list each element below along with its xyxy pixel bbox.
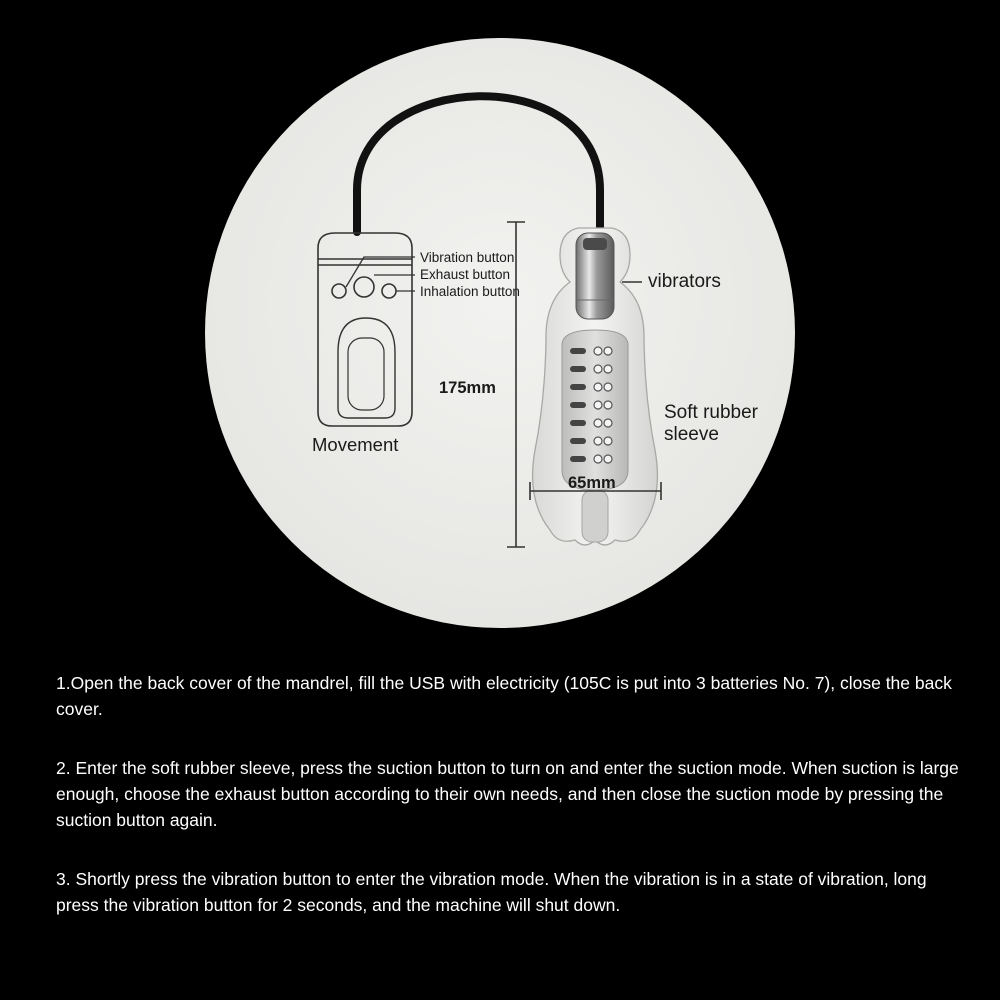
background-circle (205, 38, 795, 628)
instruction-step-3: 3. Shortly press the vibration button to enter the vibration mode. When the vibration is in a state of vibration, long press the vibration button for 2 seconds, and the machine will shut down. (56, 869, 927, 915)
width-label: 65mm (568, 474, 616, 492)
sleeve-label-line1: Soft rubber (664, 402, 758, 423)
vibration-button-label: Vibration button (420, 250, 515, 265)
instruction-step-1: 1.Open the back cover of the mandrel, fill the USB with electricity (105C is put into 3 batteries No. 7), close the back cover. (56, 673, 952, 719)
vibrator-unit (576, 233, 614, 319)
exhaust-button-label: Exhaust button (420, 267, 511, 282)
vibrators-label: vibrators (648, 271, 721, 292)
sleeve-label-line2: sleeve (664, 424, 719, 445)
movement-label: Movement (312, 434, 399, 455)
instruction-step-2: 2. Enter the soft rubber sleeve, press the suction button to turn on and enter the suction mode. When suction is large enough, choose the exhaust button according to their own needs, and then close the suction mode by pressing the suction button again. (56, 758, 959, 830)
sleeve-lower-channel (582, 490, 608, 542)
instructions (56, 670, 966, 951)
height-label: 175mm (439, 379, 496, 397)
inhalation-button-label: Inhalation button (420, 284, 520, 299)
